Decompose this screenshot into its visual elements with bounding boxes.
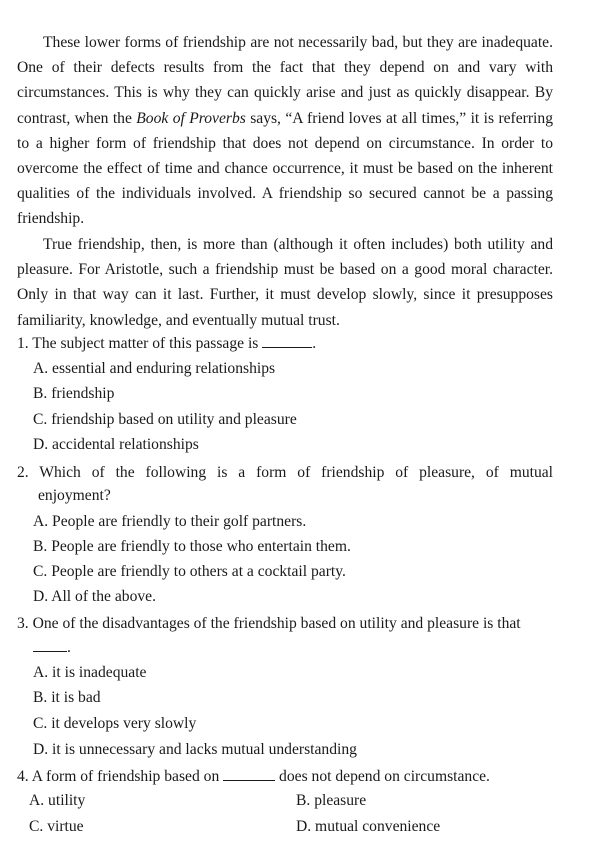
question-2-option-b: B. People are friendly to those who entertain them. xyxy=(33,538,351,555)
question-3-stem-line-1: 3. One of the disadvantages of the friendship based on utility and pleasure is that xyxy=(17,615,521,632)
question-3-option-d: D. it is unnecessary and lacks mutual understanding xyxy=(33,741,357,758)
book-title: Book of Proverbs xyxy=(136,109,246,127)
question-2-option-c: C. People are friendly to others at a cocktail party. xyxy=(33,563,346,580)
question-2-stem-line-2: enjoyment? xyxy=(38,487,111,504)
passage-text: True friendship, then, is more than (although it often includes) both utility and pleasure. For Aristotle, such a friendship must be based on a good moral character. Only in that way can it last. Further, it must develop slowly, since it presupposes familiarity, knowledge, and eventually mutual trust. xyxy=(17,236,553,329)
question-3-option-c: C. it develops very slowly xyxy=(33,715,197,732)
question-2-stem-line-1: 2. Which of the following is a form of friendship of pleasure, of mutual xyxy=(17,464,553,481)
question-4-option-a: A. utility xyxy=(29,792,86,809)
answer-blank xyxy=(33,637,67,652)
question-3-stem-line-2: . xyxy=(33,637,71,658)
question-1-option-d: D. accidental relationships xyxy=(33,436,199,453)
question-1-option-a: A. essential and enduring relationships xyxy=(33,360,276,377)
passage-paragraph-1 xyxy=(17,30,553,232)
question-3-option-b: B. it is bad xyxy=(33,689,101,706)
answer-blank xyxy=(262,333,312,348)
question-4-option-b: B. pleasure xyxy=(296,792,367,809)
passage-paragraph-2 xyxy=(17,232,553,333)
question-1-option-b: B. friendship xyxy=(33,385,115,402)
question-4-option-d: D. mutual convenience xyxy=(296,818,441,835)
question-2-option-a: A. People are friendly to their golf partners. xyxy=(33,513,307,530)
question-1-option-c: C. friendship based on utility and pleasure xyxy=(33,411,297,428)
question-2-option-d: D. All of the above. xyxy=(33,588,156,605)
answer-blank xyxy=(223,766,275,781)
question-1-stem: 1. The subject matter of this passage is . xyxy=(17,335,317,352)
question-3-option-a: A. it is inadequate xyxy=(33,664,147,681)
question-4-option-c: C. virtue xyxy=(29,818,84,835)
passage-text: says, “A friend loves at all times,” it is referring to a higher form of friendship that does not depend on circumstance. In order to overcome the effect of time and chance occurrence, it must be based on the inherent qualities of the individuals involved. A friendship so secured cannot be a passing friendship. xyxy=(17,109,553,228)
question-4-stem: 4. A form of friendship based on does not depend on circumstance. xyxy=(17,768,490,785)
passage-text: These lower forms of friendship are not necessarily bad, but they are inadequate. One of their defects results from the fact that they depend on and vary with circumstances. This is why they can quickly arise and just as quickly disappear. By contrast, when the xyxy=(17,34,553,127)
